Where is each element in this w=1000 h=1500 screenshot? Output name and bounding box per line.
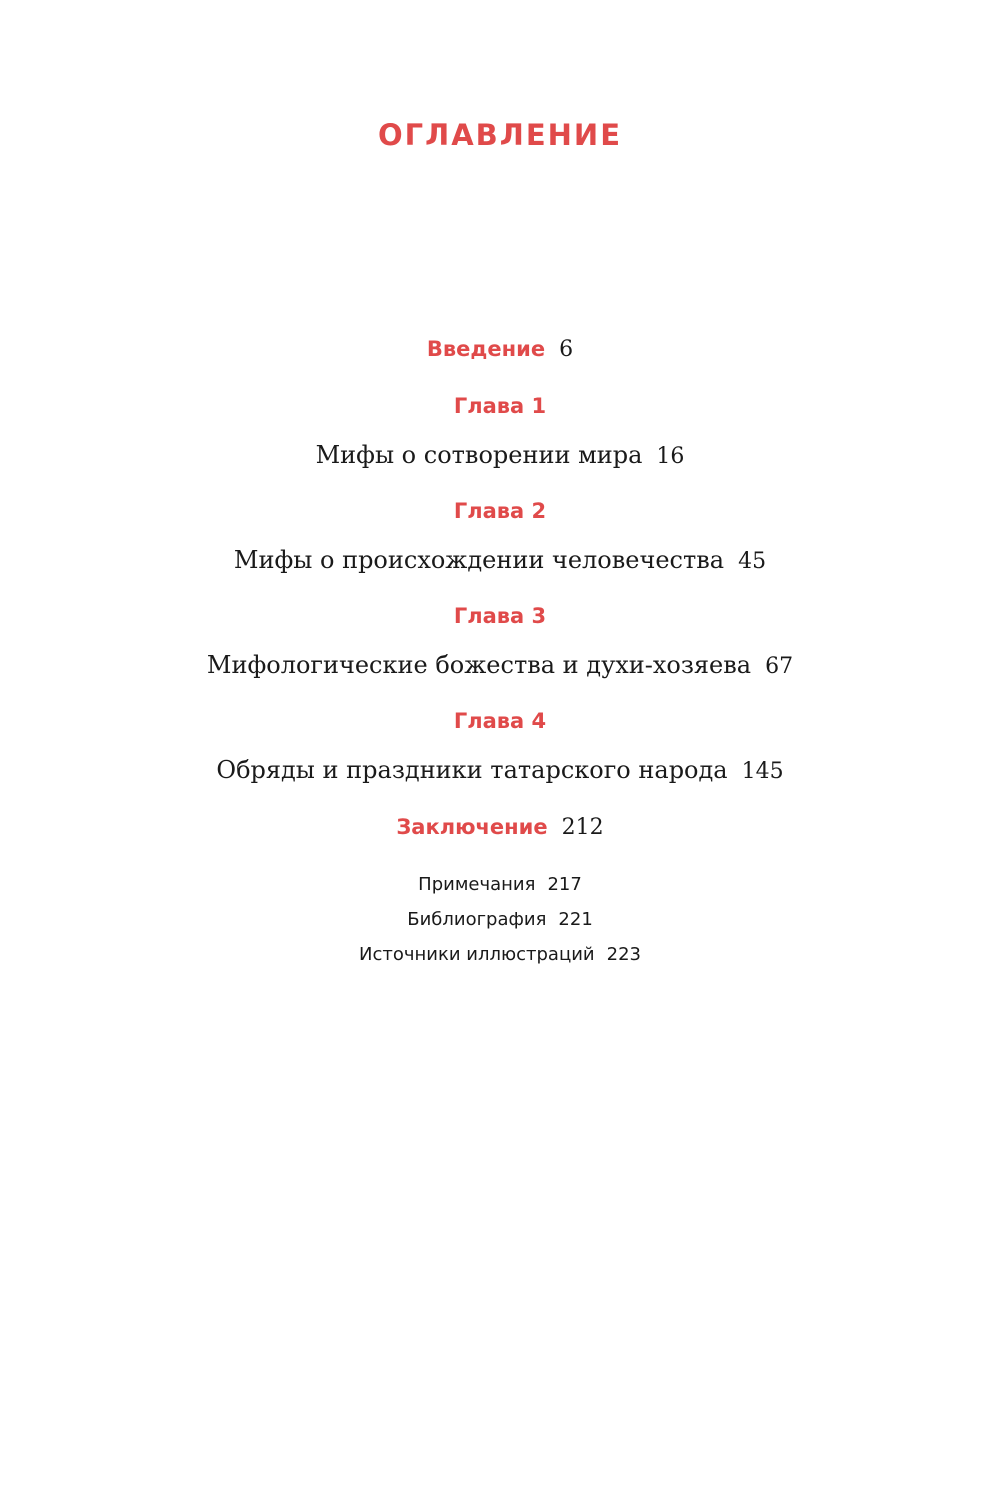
toc-entry-chapter-3[interactable]	[0, 651, 1000, 679]
toc-entry-bibliography[interactable]	[0, 909, 1000, 930]
toc-entry-chapter-2[interactable]	[0, 546, 1000, 574]
illustration-sources-page-number: 223	[606, 944, 641, 965]
chapter-1-page-number: 16	[656, 444, 685, 469]
chapter-1-label-row	[0, 394, 1000, 418]
chapter-3-label: Глава 3	[453, 604, 547, 628]
chapter-3-page-number: 67	[765, 654, 794, 679]
intro-page-number: 6	[559, 337, 574, 362]
page-title: ОГЛАВЛЕНИЕ	[377, 118, 622, 152]
conclusion-page-number: 212	[561, 815, 604, 840]
bibliography-page-number: 221	[558, 909, 593, 930]
conclusion-label: Заключение	[396, 815, 548, 839]
chapter-4-page-number: 145	[741, 759, 784, 784]
toc-entry-chapter-1[interactable]	[0, 441, 1000, 469]
chapter-2-page-number: 45	[738, 549, 767, 574]
intro-label: Введение	[426, 337, 546, 361]
chapter-2-label: Глава 2	[453, 499, 547, 523]
notes-label: Примечания	[418, 874, 536, 895]
chapter-4-title: Обряды и праздники татарского народа	[216, 756, 728, 784]
chapter-2-label-row	[0, 499, 1000, 523]
toc-entry-illustration-sources[interactable]	[0, 944, 1000, 965]
chapter-2-title: Мифы о происхождении человечества	[233, 546, 725, 574]
chapter-1-title: Мифы о сотворении мира	[315, 441, 643, 469]
chapter-4-label-row	[0, 709, 1000, 733]
chapter-4-label: Глава 4	[453, 709, 547, 733]
chapter-3-label-row	[0, 604, 1000, 628]
chapter-1-label: Глава 1	[453, 394, 547, 418]
toc-entry-chapter-4[interactable]	[0, 756, 1000, 784]
toc-entry-conclusion[interactable]	[0, 815, 1000, 840]
bibliography-label: Библиография	[407, 909, 547, 930]
notes-page-number: 217	[547, 874, 582, 895]
chapter-3-title: Мифологические божества и духи-хозяева	[206, 651, 752, 679]
illustration-sources-label: Источники иллюстраций	[359, 944, 595, 965]
toc-entry-notes[interactable]	[0, 874, 1000, 895]
toc-entry-intro[interactable]	[0, 337, 1000, 362]
